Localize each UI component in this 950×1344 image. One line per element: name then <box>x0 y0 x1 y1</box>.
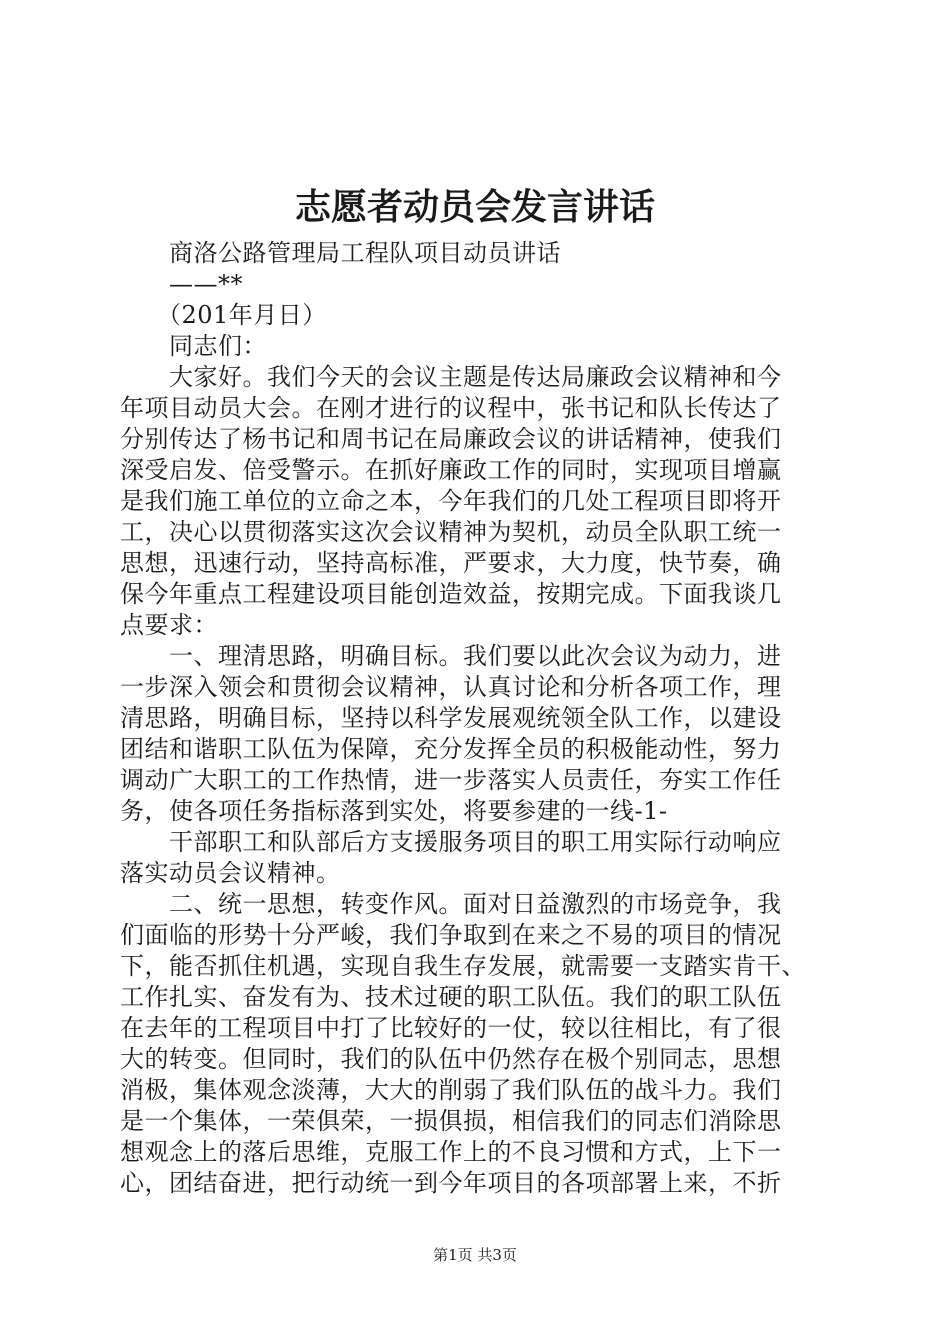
body-line: 是我们施工单位的立命之本，今年我们的几处工程项目即将开 <box>120 487 782 515</box>
body-line: 工作扎实、奋发有为、技术过硬的职工队伍。我们的职工队伍 <box>120 983 782 1011</box>
body-line: 清思路，明确目标，坚持以科学发展观统领全队工作，以建设 <box>120 704 782 732</box>
body-line: 消极，集体观念淡薄，大大的削弱了我们队伍的战斗力。我们 <box>120 1076 782 1104</box>
body-line: 保今年重点工程建设项目能创造效益，按期完成。下面我谈几 <box>120 580 782 608</box>
body-line: 想观念上的落后思维，克服工作上的不良习惯和方式，上下一 <box>120 1138 782 1166</box>
date-line: （201年月日） <box>120 301 327 329</box>
body-line: 是一个集体，一荣俱荣，一损俱损，相信我们的同志们消除思 <box>120 1107 782 1135</box>
body-line: 二、统一思想，转变作风。面对日益激烈的市场竞争，我 <box>120 890 782 918</box>
body-line: 在去年的工程项目中打了比较好的一仗，较以往相比，有了很 <box>120 1014 782 1042</box>
body-line: 思想，迅速行动，坚持高标准，严要求，大力度，快节奏，确 <box>120 549 782 577</box>
body-line: 务，使各项任务指标落到实处，将要参建的一线-1- <box>120 797 668 825</box>
body-line: 大家好。我们今天的会议主题是传达局廉政会议精神和今 <box>120 363 782 391</box>
body-line: 落实动员会议精神。 <box>120 859 341 887</box>
page-number-footer: 第1页 共3页 <box>433 1246 517 1264</box>
body-line: 深受启发、倍受警示。在抓好廉政工作的同时，实现项目增赢 <box>120 456 782 484</box>
body-line: 一、理清思路，明确目标。我们要以此次会议为动力，进 <box>120 642 782 670</box>
body-line: 团结和谐职工队伍为保障，充分发挥全员的积极能动性，努力 <box>120 735 782 763</box>
body-line: 点要求： <box>120 611 218 639</box>
body-line: 下，能否抓住机遇，实现自我生存发展，就需要一支踏实肯干、 <box>120 952 806 980</box>
document-title: 志愿者动员会发言讲话 <box>294 187 655 228</box>
body-line: 分别传达了杨书记和周书记在局廉政会议的讲话精神，使我们 <box>120 425 782 453</box>
body-line: 工，决心以贯彻落实这次会议精神为契机，动员全队职工统一 <box>120 518 782 546</box>
body-line: 心，团结奋进，把行动统一到今年项目的各项部署上来，不折 <box>120 1169 782 1197</box>
author-line: ——** <box>120 270 243 298</box>
body-line: 年项目动员大会。在刚才进行的议程中，张书记和队长传达了 <box>120 394 782 422</box>
body-line: 调动广大职工的工作热情，进一步落实人员责任，夯实工作任 <box>120 766 782 794</box>
body-line: 干部职工和队部后方支援服务项目的职工用实际行动响应 <box>120 828 782 856</box>
body-line: 们面临的形势十分严峻，我们争取到在来之不易的项目的情况 <box>120 921 782 949</box>
body-line: 大的转变。但同时，我们的队伍中仍然存在极个别同志，思想 <box>120 1045 782 1073</box>
subtitle-line: 商洛公路管理局工程队项目动员讲话 <box>120 239 561 267</box>
body-line: 一步深入领会和贯彻会议精神，认真讨论和分析各项工作，理 <box>120 673 782 701</box>
salutation-line: 同志们： <box>120 332 267 360</box>
